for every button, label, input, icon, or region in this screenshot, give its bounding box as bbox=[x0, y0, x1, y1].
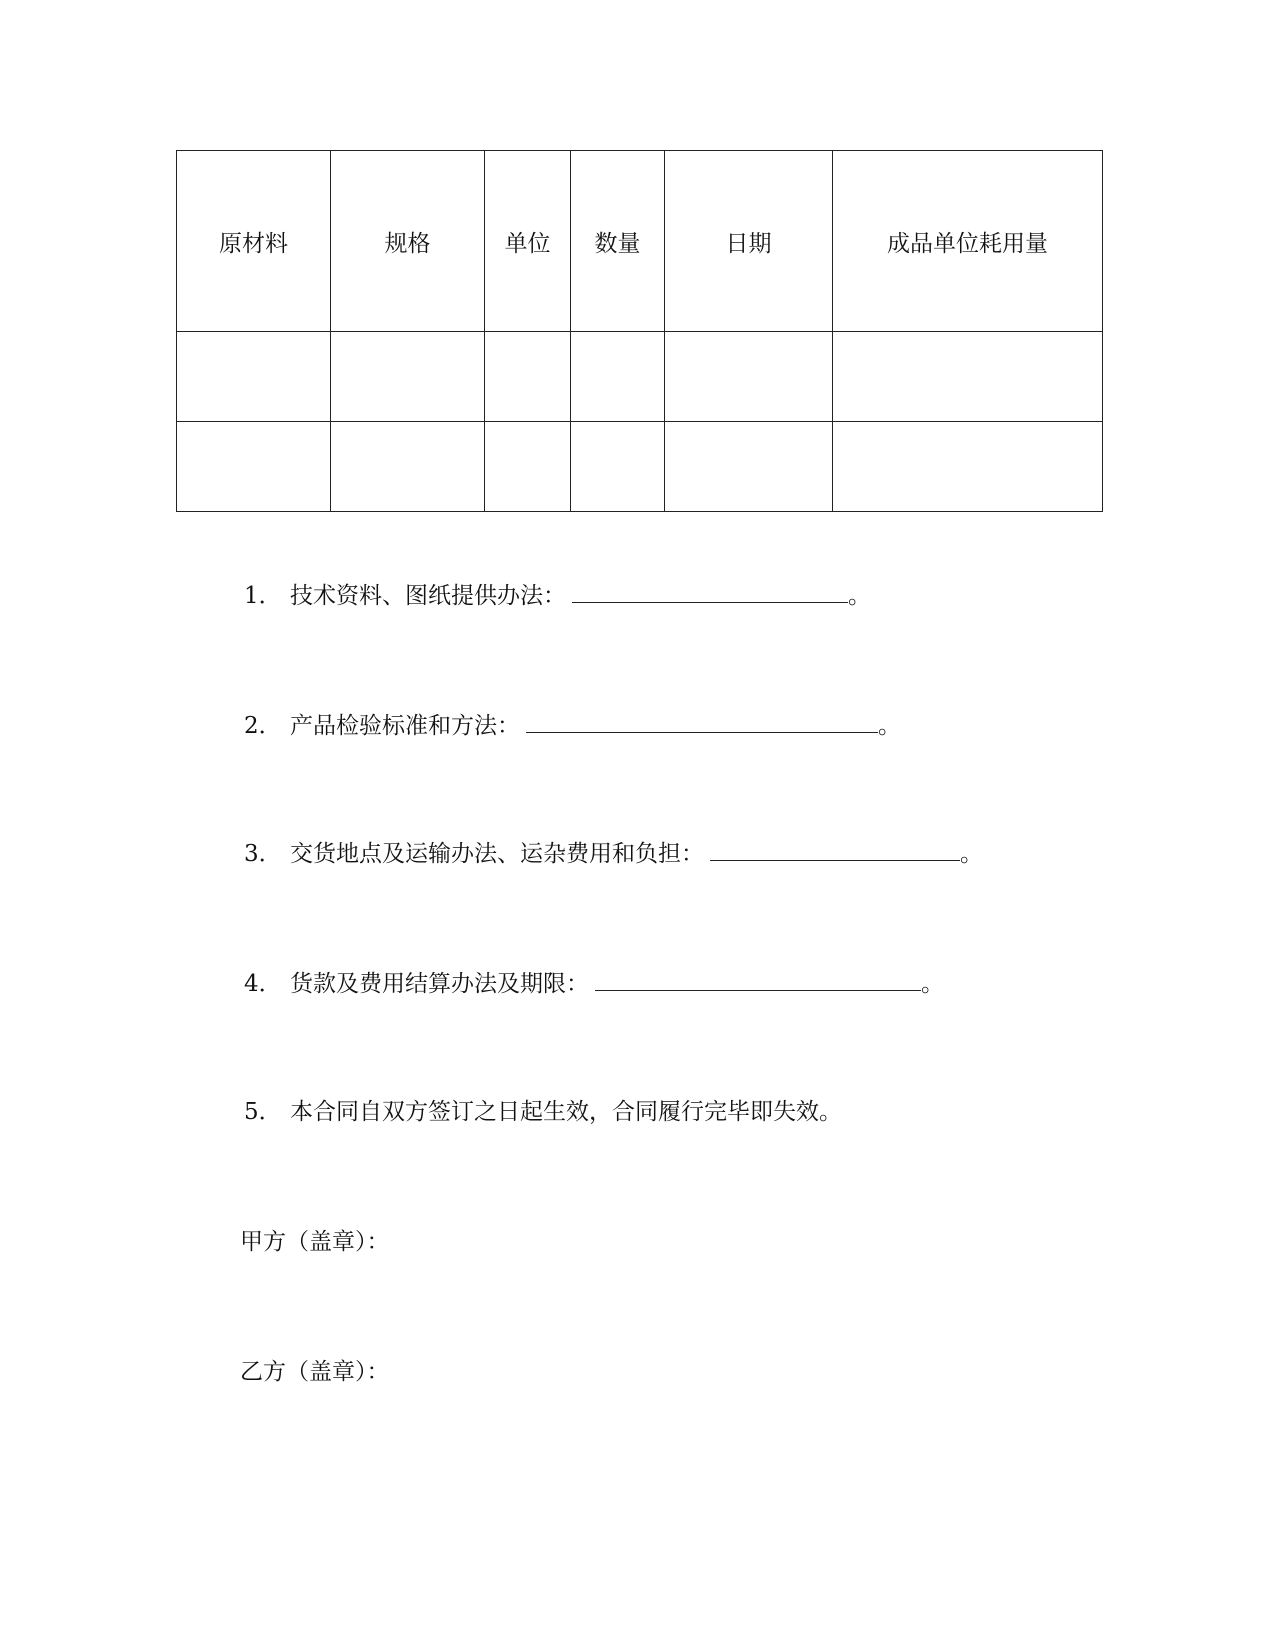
table-cell[interactable] bbox=[665, 332, 833, 422]
table-row bbox=[177, 332, 1103, 422]
header-specification: 规格 bbox=[331, 151, 485, 332]
clause-delivery-transport bbox=[244, 838, 983, 868]
table-cell[interactable] bbox=[331, 332, 485, 422]
table-row bbox=[177, 422, 1103, 512]
clause-technical-data bbox=[244, 580, 871, 610]
table-cell[interactable] bbox=[177, 422, 331, 512]
clause-text: 技术资料、图纸提供办法： bbox=[290, 583, 566, 609]
header-unit: 单位 bbox=[485, 151, 571, 332]
table-cell[interactable] bbox=[833, 332, 1103, 422]
clause-end: 。 bbox=[921, 971, 944, 997]
fill-in-blank[interactable] bbox=[526, 710, 878, 733]
fill-in-blank[interactable] bbox=[572, 580, 848, 603]
clause-end: 。 bbox=[960, 841, 983, 867]
clause-validity bbox=[244, 1098, 842, 1126]
clause-inspection-standard bbox=[244, 710, 901, 740]
clause-text: 本合同自双方签订之日起生效，合同履行完毕即失效。 bbox=[290, 1099, 842, 1125]
header-raw-material: 原材料 bbox=[177, 151, 331, 332]
clause-payment-settlement bbox=[244, 968, 944, 998]
table-cell[interactable] bbox=[485, 422, 571, 512]
party-a-signature: 甲方（盖章）： bbox=[240, 1229, 390, 1255]
table-cell[interactable] bbox=[331, 422, 485, 512]
header-quantity: 数量 bbox=[571, 151, 665, 332]
table-cell[interactable] bbox=[485, 332, 571, 422]
clause-number: 2． bbox=[244, 713, 282, 739]
clause-end: 。 bbox=[848, 583, 871, 609]
table-cell[interactable] bbox=[571, 332, 665, 422]
table-cell[interactable] bbox=[665, 422, 833, 512]
table-header-row bbox=[177, 151, 1103, 332]
clause-text: 交货地点及运输办法、运杂费用和负担： bbox=[290, 841, 704, 867]
header-consumption-per-unit: 成品单位耗用量 bbox=[833, 151, 1103, 332]
table-cell[interactable] bbox=[177, 332, 331, 422]
materials-table bbox=[176, 150, 1103, 512]
clause-end: 。 bbox=[878, 713, 901, 739]
clause-number: 5． bbox=[244, 1099, 282, 1125]
clause-text: 货款及费用结算办法及期限： bbox=[290, 971, 589, 997]
clause-number: 4． bbox=[244, 971, 282, 997]
header-date: 日期 bbox=[665, 151, 833, 332]
table-cell[interactable] bbox=[833, 422, 1103, 512]
clause-number: 3． bbox=[244, 841, 282, 867]
table-cell[interactable] bbox=[571, 422, 665, 512]
clause-text: 产品检验标准和方法： bbox=[290, 713, 520, 739]
party-b-signature: 乙方（盖章）： bbox=[240, 1359, 390, 1385]
fill-in-blank[interactable] bbox=[595, 968, 921, 991]
clause-number: 1． bbox=[244, 583, 282, 609]
fill-in-blank[interactable] bbox=[710, 838, 960, 861]
